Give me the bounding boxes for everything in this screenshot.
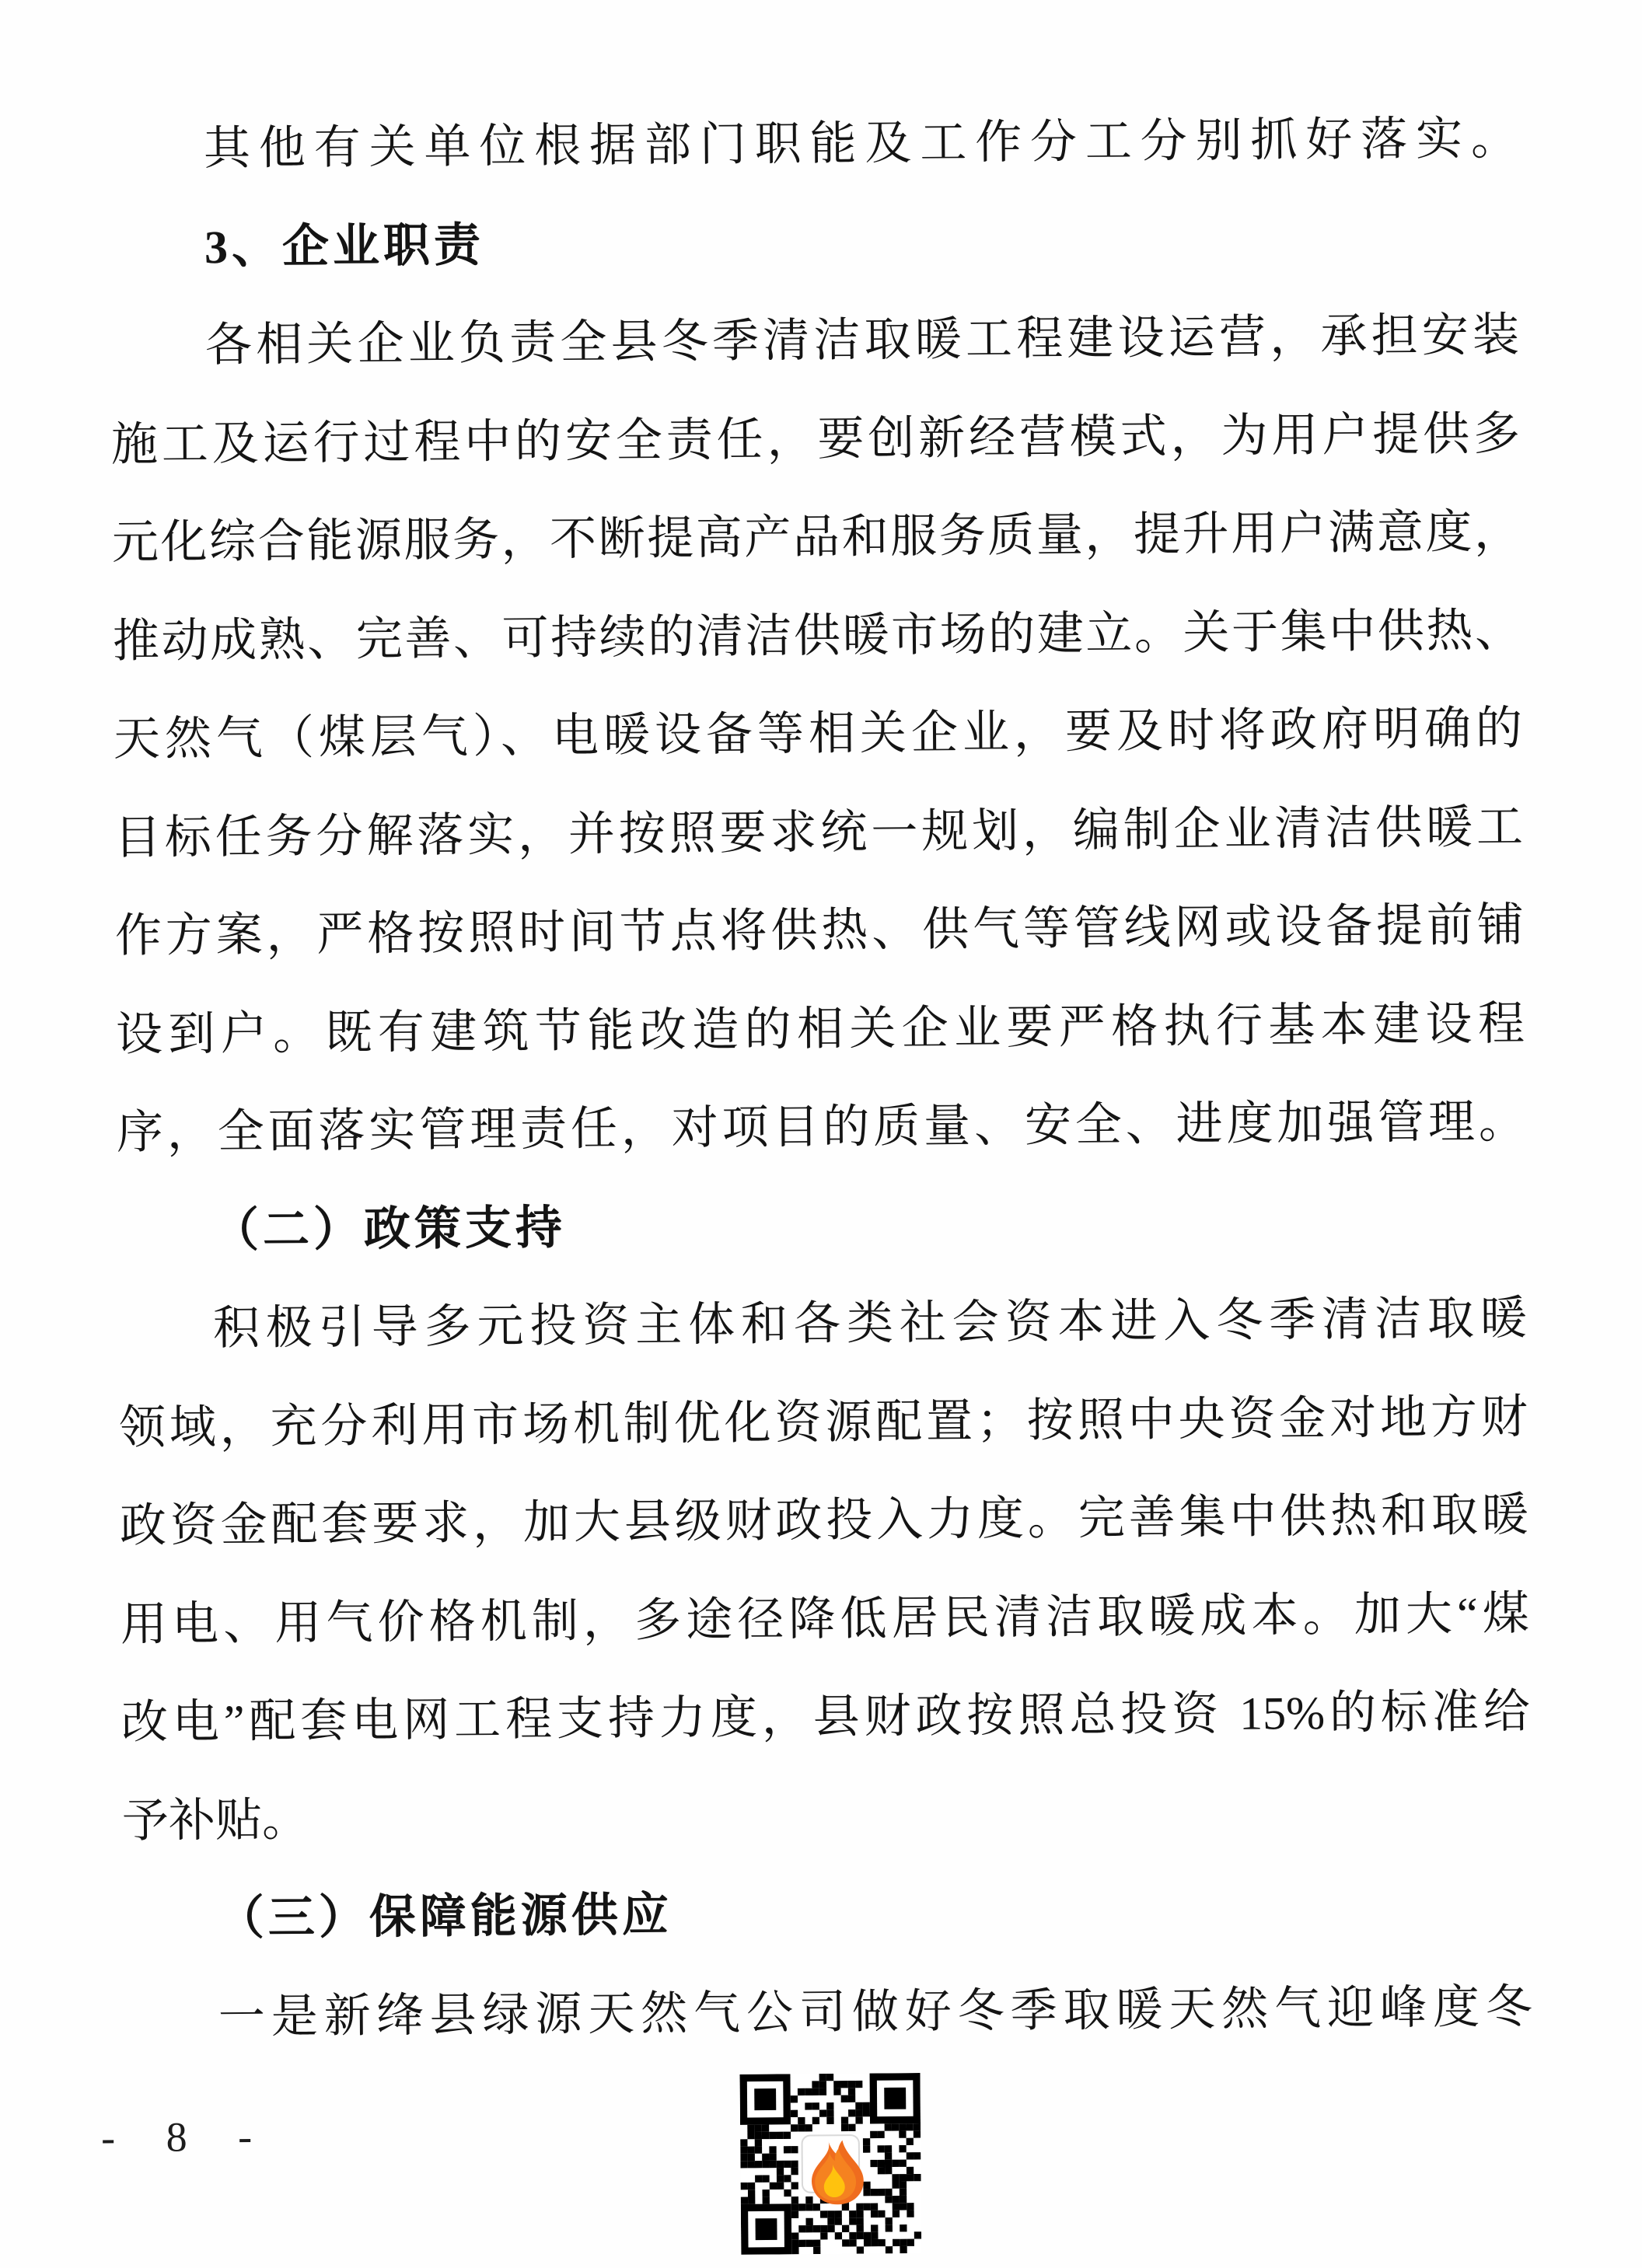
text-line: 作方案，严格按照时间节点将供热、供气等管线网或设备提前铺 [114,898,1525,962]
qr-code [739,2073,921,2255]
text-line: 目标任务分解落实，并按照要求统一规划，编制企业清洁供暖工 [114,801,1524,864]
text-line: 天然气（煤层气）、电暖设备等相关企业，要及时将政府明确的 [113,702,1523,766]
section-heading: （二）政策支持 [211,1202,567,1256]
section-heading: （三）保障能源供应 [217,1889,673,1945]
text-line: 政资金配套要求，加大县级财政投入力度。完善集中供热和取暖 [119,1488,1529,1552]
text-line: 用电、用气价格机制，多途径降低居民清洁取暖成本。加大“煤 [120,1587,1530,1650]
text-line: 设到户。既有建筑节能改造的相关企业要严格执行基本建设程 [115,997,1525,1060]
text-line: 推动成熟、完善、可持续的清洁供暖市场的建立。关于集中供热、 [112,604,1522,667]
text-line: 其他有关单位根据部门职能及工作分工分别抓好落实。 [203,112,1518,175]
text-line: 改电”配套电网工程支持力度，县财政按照总投资 15%的标准给 [121,1685,1531,1749]
qr-code-svg [739,2073,921,2255]
page-number: - 8 - [100,2113,273,2162]
document-lines [109,89,1533,2067]
section-heading: 3、企业职责 [204,218,485,273]
text-line: 积极引导多元投资主体和各类社会资本进入冬季清洁取暖 [212,1292,1528,1355]
text-line: 施工及运行过程中的安全责任，要创新经营模式，为用户提供多 [110,407,1521,470]
text-line: 元化综合能源服务，不断提高产品和服务质量，提升用户满意度， [111,505,1521,569]
text-line: 序，全面落实管理责任，对项目的质量、安全、进度加强管理。 [116,1095,1526,1159]
text-line: 予补贴。 [121,1793,309,1847]
text-line: 一是新绛县绿源天然气公司做好冬季取暖天然气迎峰度冬 [218,1980,1533,2043]
text-line: 各相关企业负责全县冬季清洁取暖工程建设运营，承担安装 [204,309,1520,372]
text-line: 领域，充分利用市场机制优化资源配置；按照中央资金对地方财 [118,1390,1528,1453]
